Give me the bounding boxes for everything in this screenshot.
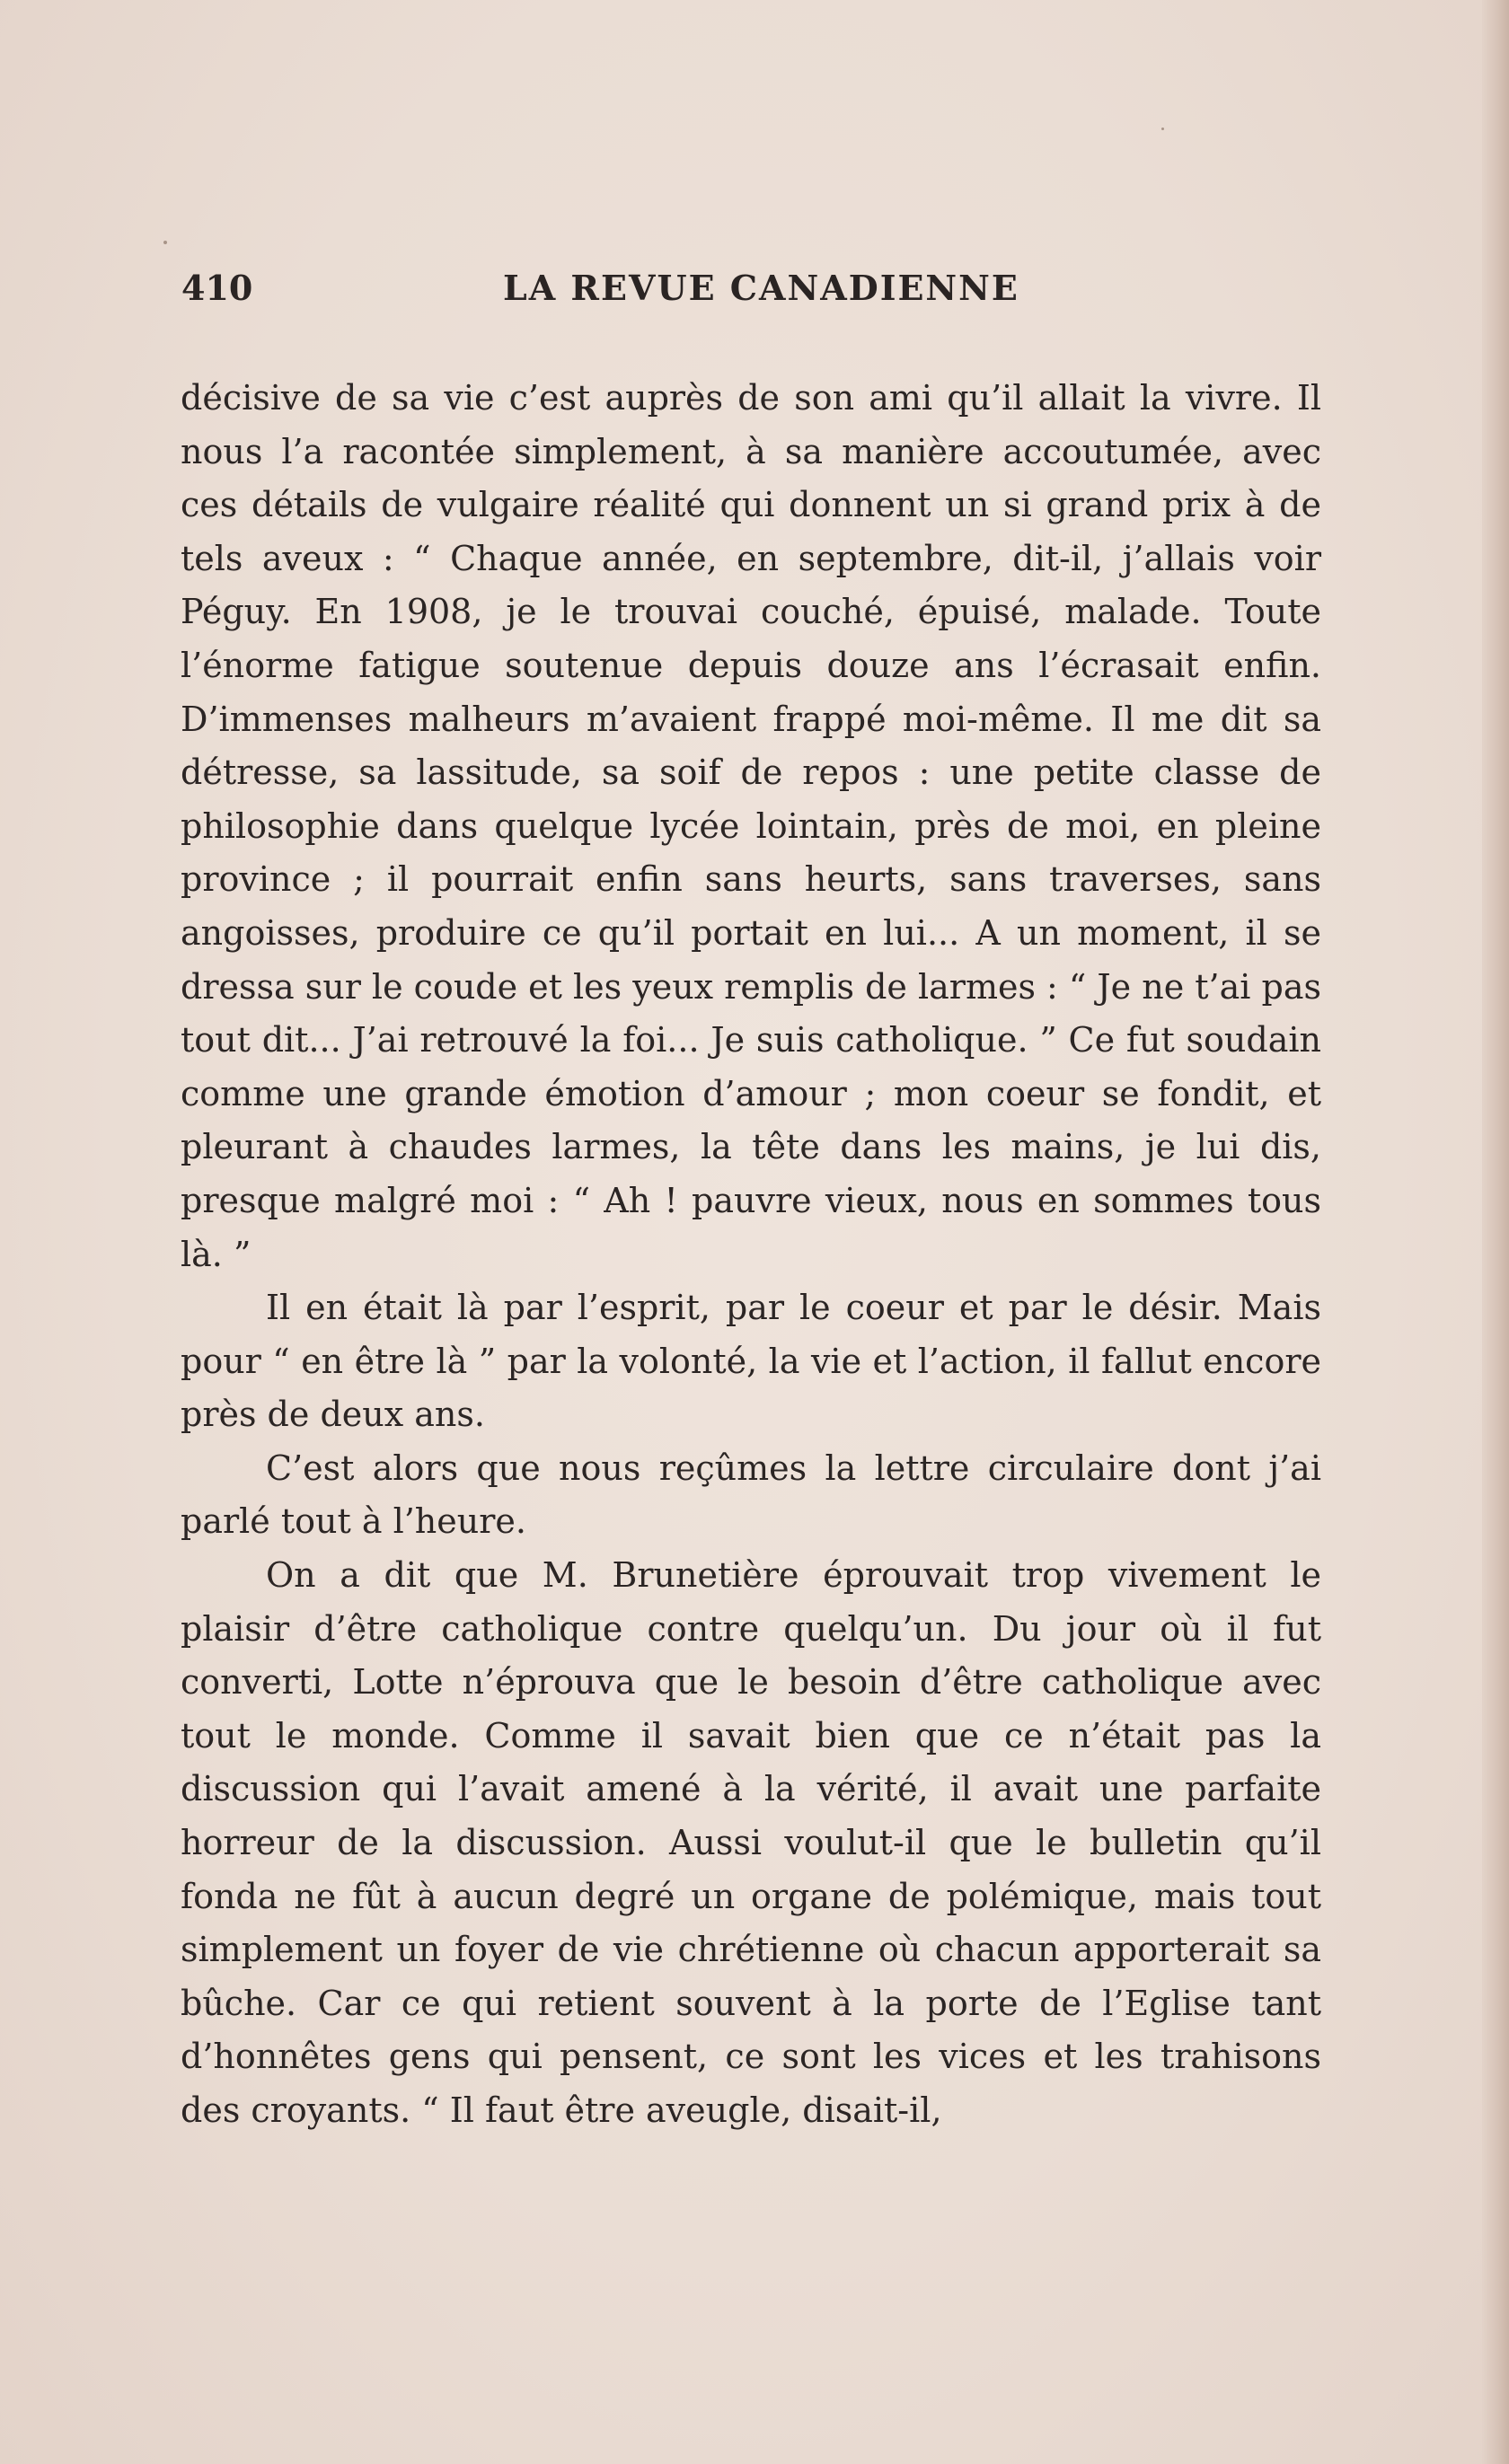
paragraph: On a dit que M. Brunetière éprouvait trop vivement le plaisir d’être catholique contre quelqu’un. Du jour où il fut converti, Lotte n’éprouva que le besoin d’être catholique avec tout le monde. Comme il savait bien que ce n’était pas la discussion qui l’avait amené à la vérité, il avait une parfaite horreur de la discussion. Aussi voulut-il que le bulletin qu’il fonda ne fût à aucun degré un organe de polémique, mais tout simplement un foyer de vie chrétienne où chacun apporterait sa bûche. Car ce qui retient souvent à la porte de l’Eglise tant d’honnêtes gens qui pensent, ce sont les vices et les trahisons des croyants. “ Il faut être aveugle, disait-il, [181,1555,1321,2130]
page-number: 410 [181,268,253,308]
page-edge [1482,0,1509,2464]
paper-speck [163,241,167,244]
running-title: LA REVUE CANADIENNE [503,268,1019,308]
paragraph: Il en était là par l’esprit, par le coeur et par le désir. Mais pour “ en être là ” par la volonté, la vie et l’action, il fallut encore près de deux ans. [181,1288,1321,1435]
paper-speck [1161,128,1164,130]
paragraph: C’est alors que nous reçûmes la lettre circulaire dont j’ai parlé tout à l’heure. [181,1448,1321,1542]
body-text [181,372,1321,2138]
page-header [180,268,1329,312]
paragraph: décisive de sa vie c’est auprès de son ami qu’il allait la vivre. Il nous l’a racontée simplement, à sa manière accoutumée, avec ces détails de vulgaire réalité qui donnent un si grand prix à de tels aveux : “ Chaque année, en septembre, dit-il, j’allais voir Péguy. En 1908, je le trouvai couché, épuisé, malade. Toute l’énorme fatigue soutenue depuis douze ans l’écrasait enfin. D’immenses malheurs m’avaient frappé moi-même. Il me dit sa détresse, sa lassitude, sa soif de repos : une petite classe de philosophie dans quelque lycée lointain, près de moi, en pleine province ; il pourrait enfin sans heurts, sans traverses, sans angoisses, produire ce qu’il portait en lui... A un moment, il se dressa sur le coude et les yeux remplis de larmes : “ Je ne t’ai pas tout dit... J’ai retrouvé la foi... Je suis catholique. ” Ce fut soudain comme une grande émotion d’amour ; mon coeur se fondit, et pleurant à chaudes larmes, la tête dans les mains, je lui dis, presque malgré moi : “ Ah ! pauvre vieux, nous en sommes tous là. ” [181,378,1321,1274]
